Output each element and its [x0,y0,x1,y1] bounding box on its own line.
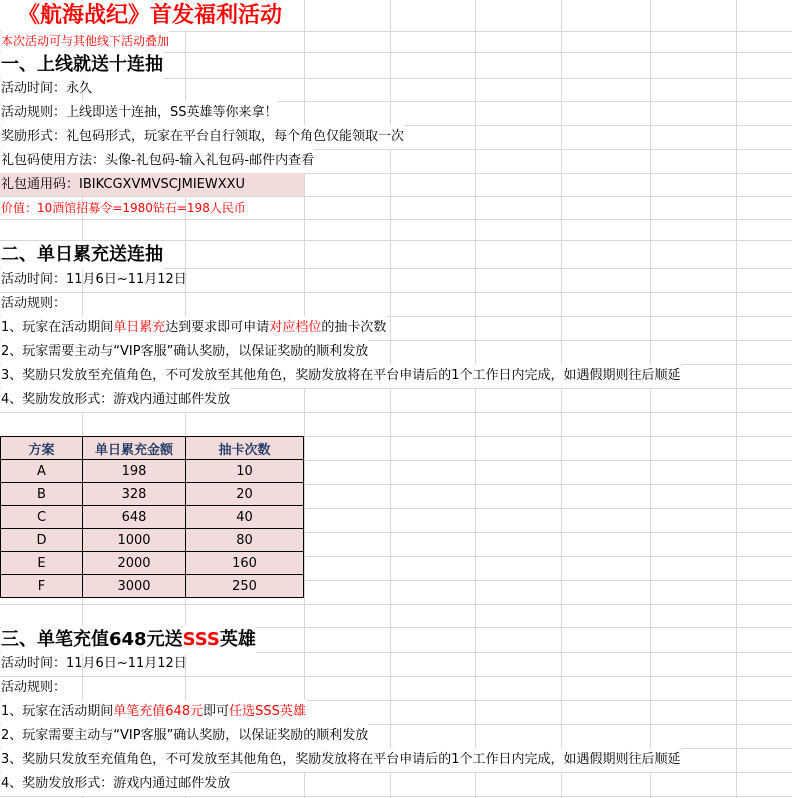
section2-rule1-part-c: 达到要求即可申请 [165,320,270,335]
table-row [1,506,304,529]
section1-rule: 活动规则：上线即送十连抽，SS英雄等你来拿！ [1,101,278,125]
section3-heading-part-a: 三、单笔充值648元送 [1,629,183,650]
table-cell-amount: 198 [83,460,186,483]
section3-rules-label: 活动规则： [1,680,67,695]
table-cell-plan: A [1,460,83,483]
section1-time: 活动时间：永久 [1,81,93,96]
section2-heading: 二、单日累充送连抽 [1,241,163,269]
table-cell-amount: 328 [83,483,186,506]
table-row [1,460,304,483]
table-header-plan: 方案 [1,437,83,460]
table-cell-plan: E [1,552,83,575]
table-cell-plan: D [1,529,83,552]
table-cell-draws: 250 [186,575,304,598]
table-cell-plan: B [1,483,83,506]
section3-rule4: 4、奖励发放形式：游戏内通过邮件发放 [1,772,230,796]
section2-rule1-part-e: 的抽卡次数 [321,320,387,335]
table-row [1,483,304,506]
section3-rule1-highlight-b: 任选SSS英雄 [229,704,306,719]
page-subtitle: 本次活动可与其他线下活动叠加 [1,30,169,52]
section2-rule1-part-a: 1、玩家在活动期间 [1,320,114,335]
page-title: 《航海战纪》首发福利活动 [18,3,283,28]
section3-time: 活动时间：11月6日~11月12日 [1,656,187,671]
table-cell-draws: 20 [186,483,304,506]
table-cell-plan: F [1,575,83,598]
section3-rule1 [1,700,306,724]
table-row [1,552,304,575]
gift-code: 礼包通用码：IBIKCGXVMVSCJMIEWXXU [1,177,246,192]
section1-reward-form: 奖励形式：礼包码形式，玩家在平台自行领取，每个角色仅能领取一次 [1,125,404,149]
table-header-draws: 抽卡次数 [186,437,304,460]
section3-heading [1,626,256,654]
table-cell-amount: 648 [83,506,186,529]
section3-rule1-part-a: 1、玩家在活动期间 [1,704,114,719]
section3-rule1-highlight-a: 单笔充值648元 [113,704,204,719]
section3-rule3: 3、奖励只发放至充值角色，不可发放至其他角色，奖励发放将在平台申请后的1个工作日内完成，如遇假期则往后顺延 [1,748,681,772]
section1-heading: 一、上线就送十连抽 [1,51,163,79]
section2-rule3: 3、奖励只发放至充值角色，不可发放至其他角色，奖励发放将在平台申请后的1个工作日内完成，如遇假期则往后顺延 [1,364,681,388]
section2-rule2: 2、玩家需要主动与“VIP客服”确认奖励，以保证奖励的顺利发放 [1,340,368,364]
section1-usage: 礼包码使用方法：头像-礼包码-输入礼包码-邮件内查看 [1,149,314,173]
table-row [1,575,304,598]
section2-rule1 [1,316,386,340]
table-cell-draws: 10 [186,460,304,483]
table-row [1,529,304,552]
table-header-amount: 单日累充金额 [83,437,186,460]
section3-rule1-part-c: 即可 [203,704,230,719]
section3-rule2: 2、玩家需要主动与“VIP客服”确认奖励，以保证奖励的顺利发放 [1,724,368,748]
table-header-row [1,437,304,460]
table-cell-amount: 2000 [83,552,186,575]
table-cell-draws: 80 [186,529,304,552]
table-cell-draws: 40 [186,506,304,529]
table-cell-plan: C [1,506,83,529]
section2-rule4: 4、奖励发放形式：游戏内通过邮件发放 [1,388,230,412]
table-cell-draws: 160 [186,552,304,575]
section3-heading-sss: SSS [182,629,220,650]
table-cell-amount: 1000 [83,529,186,552]
recharge-table [0,436,304,598]
section3-heading-part-c: 英雄 [219,629,256,650]
table-cell-amount: 3000 [83,575,186,598]
section1-value: 价值：10酒馆招募令=1980钻石=198人民币 [1,201,246,215]
section2-rule1-highlight-a: 单日累充 [113,320,166,335]
section2-time: 活动时间：11月6日~11月12日 [1,272,187,287]
section2-rules-label: 活动规则： [1,296,67,311]
section2-rule1-highlight-b: 对应档位 [269,320,322,335]
